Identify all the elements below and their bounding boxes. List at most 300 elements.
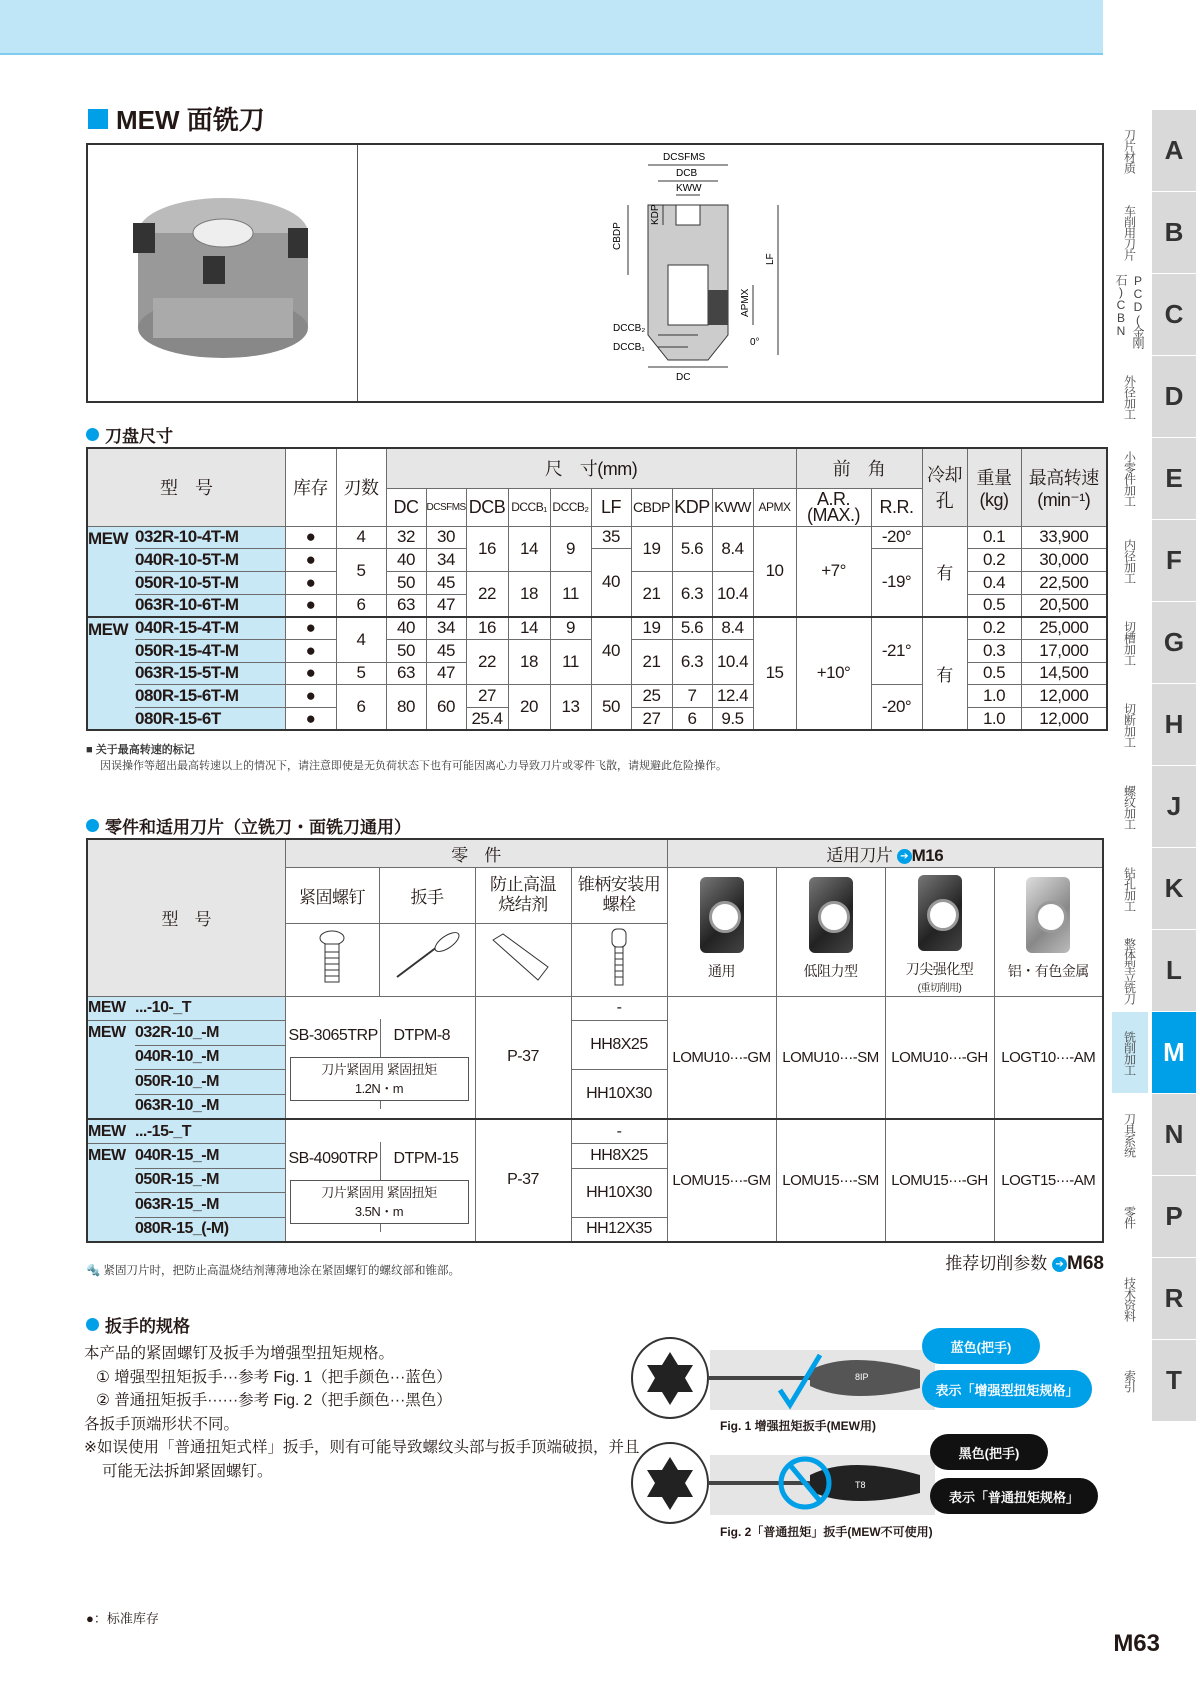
- table-cell: 17,000: [1021, 639, 1107, 662]
- tab-letter: L: [1152, 930, 1196, 1011]
- table-cell: ●: [285, 708, 336, 731]
- label-kdp: KDP: [650, 204, 661, 225]
- series-cell: [87, 1168, 135, 1193]
- arbor-bolt-value: HH10X30: [571, 1168, 667, 1217]
- tab-j[interactable]: [1112, 766, 1200, 847]
- model-code-cell: 032R-10_-M: [135, 1021, 285, 1046]
- body-dimensions-table: [86, 447, 1108, 731]
- table-cell: 16: [466, 526, 508, 571]
- tab-label: 切断加工: [1122, 702, 1137, 747]
- table-cell: 10: [753, 526, 796, 617]
- max-speed-note-text: 因误操作等超出最高转速以上的情况下，请注意即使是无负荷状态下也有可能因离心力导致刀片或零件飞散，请规避此危险操作。: [100, 760, 727, 772]
- table-cell: 12,000: [1021, 708, 1107, 731]
- torque-label: 刀片紧固用 紧固扭矩: [321, 1061, 437, 1077]
- page-number: M63: [1113, 1630, 1160, 1657]
- tab-letter: E: [1152, 438, 1196, 519]
- table-cell: +7°: [796, 526, 871, 617]
- table-cell: ●: [285, 639, 336, 662]
- label-dccb1: DCCB₁: [613, 342, 645, 353]
- tab-label: 刀片材质: [1122, 128, 1137, 173]
- title-square-icon: [88, 109, 108, 129]
- tab-label: 铣削加工: [1112, 1012, 1148, 1093]
- title-text: MEW 面铣刀: [116, 105, 265, 135]
- anti-seize-value: P-37: [475, 996, 571, 1119]
- table-cell: ●: [285, 571, 336, 594]
- tab-r[interactable]: [1112, 1258, 1200, 1339]
- table-cell: 30: [426, 526, 466, 549]
- arrow-icon: ➔: [1052, 1257, 1067, 1272]
- text-line: 本产品的紧固螺钉及扳手为增强型扭矩规格。: [84, 1345, 395, 1362]
- table-cell: 25.4: [466, 708, 508, 731]
- table-cell: 10.4: [712, 571, 753, 616]
- tab-letter: M: [1152, 1012, 1196, 1093]
- series-cell: [87, 1045, 135, 1070]
- label-lf: LF: [765, 253, 776, 265]
- table-cell: 21: [631, 571, 672, 616]
- table-cell: 4: [336, 526, 386, 549]
- arbor-bolt-value: HH12X35: [571, 1217, 667, 1242]
- inserts-page-link[interactable]: M16: [911, 845, 944, 865]
- ref-label: 推荐切削参数: [945, 1254, 1048, 1273]
- section-heading-parts: [86, 813, 411, 838]
- header-wrench: 扳手: [379, 867, 475, 923]
- insert-value: LOGT15···-AM: [994, 1119, 1103, 1242]
- table-cell: 22: [466, 639, 508, 684]
- tab-label: 切槽加工: [1122, 620, 1137, 665]
- tab-letter: K: [1152, 848, 1196, 929]
- table-cell: 50: [386, 571, 426, 594]
- insert-value: LOMU15···-SM: [776, 1119, 885, 1242]
- bubble-spec: 表示「增强型扭矩规格」: [922, 1370, 1092, 1408]
- table-cell: 40: [591, 617, 631, 685]
- tab-label: 外径加工: [1122, 374, 1137, 419]
- insert-type-label: 刀尖强化型: [905, 961, 974, 977]
- handle-mark: 8IP: [855, 1372, 869, 1382]
- fig2-standard-wrench: [630, 1428, 1110, 1543]
- table-cell: 有: [922, 617, 967, 730]
- header-dc: DC: [386, 488, 426, 526]
- table-row: [87, 1119, 1103, 1144]
- bubble-handle-color: 黑色(把手): [930, 1434, 1048, 1470]
- insert-type-low-resistance: [776, 867, 885, 996]
- tab-t[interactable]: [1112, 1340, 1200, 1421]
- table-cell: 20: [508, 685, 550, 730]
- table-cell: ●: [285, 685, 336, 708]
- tab-label: 索引: [1122, 1369, 1137, 1392]
- table-cell: 0.1: [967, 526, 1021, 549]
- table-cell: 12,000: [1021, 685, 1107, 708]
- header-clamp-screw: 紧固螺钉: [285, 867, 379, 923]
- table-cell: 5: [336, 662, 386, 685]
- table-cell: 14: [508, 526, 550, 571]
- table-cell: 22,500: [1021, 571, 1107, 594]
- tab-letter: J: [1152, 766, 1196, 847]
- table-cell: 60: [426, 685, 466, 730]
- table-cell: -20°: [871, 526, 922, 549]
- table-cell: 6: [672, 708, 712, 731]
- table-cell: 16: [466, 617, 508, 640]
- tab-k[interactable]: [1112, 848, 1200, 929]
- label-kww: KWW: [676, 183, 702, 194]
- model-code-cell: 040R-10_-M: [135, 1045, 285, 1070]
- label-cbdp: CBDP: [612, 222, 623, 250]
- label-dccb2: DCCB₂: [613, 323, 646, 334]
- table-cell: 34: [426, 549, 466, 572]
- model-code-cell: 032R-10-4T-M: [135, 526, 285, 549]
- tab-label: 钻孔加工: [1122, 866, 1137, 911]
- tab-label: 螺纹加工: [1122, 784, 1137, 829]
- header-anti-seize: 防止高温烧结剂: [475, 867, 571, 923]
- tab-letter: T: [1152, 1340, 1196, 1421]
- series-cell: MEW: [87, 1021, 135, 1046]
- table-cell: 18: [508, 639, 550, 684]
- table-cell: +10°: [796, 617, 871, 730]
- model-code-cell: 040R-15-4T-M: [135, 617, 285, 640]
- wrench-value: DTPM-8: [393, 1026, 451, 1044]
- chapter-index-tabs: [1112, 110, 1200, 1422]
- insert-type-tough-edge: [885, 867, 994, 996]
- model-code-cell: 050R-10_-M: [135, 1070, 285, 1095]
- table-cell: -19°: [871, 549, 922, 617]
- bubble-handle-color: 蓝色(把手): [922, 1328, 1040, 1364]
- header-stock: 库存: [285, 448, 336, 526]
- table-cell: 40: [591, 549, 631, 617]
- table-cell: 18: [508, 571, 550, 616]
- section-title: 刀盘尺寸: [105, 427, 173, 446]
- wrench-icon: [379, 923, 475, 996]
- table-cell: 21: [631, 639, 672, 684]
- header-cbdp: CBDP: [631, 488, 672, 526]
- tab-n[interactable]: [1112, 1094, 1200, 1175]
- tab-d[interactable]: [1112, 356, 1200, 437]
- table-row: [87, 526, 1107, 549]
- table-cell: 50: [591, 685, 631, 730]
- insert-type-aluminum: [994, 867, 1103, 996]
- label-dcsfms: DCSFMS: [663, 152, 706, 163]
- header-dccb1: DCCB₁: [508, 488, 550, 526]
- screw-wrench-group: [286, 1019, 475, 1109]
- table-cell: -21°: [871, 617, 922, 685]
- insert-image: [1026, 877, 1070, 953]
- arrow-icon: ➔: [897, 849, 912, 864]
- tab-g[interactable]: [1112, 602, 1200, 683]
- tab-letter: F: [1152, 520, 1196, 601]
- header-inserts: [667, 839, 1103, 867]
- table-cell: 35: [591, 526, 631, 549]
- table-cell: 30,000: [1021, 549, 1107, 572]
- series-cell: MEW: [87, 617, 135, 730]
- anti-seize-tube-icon: [475, 923, 571, 996]
- insert-value: LOMU10···-SM: [776, 996, 885, 1119]
- label-dc: DC: [676, 372, 691, 383]
- series-cell: [87, 1070, 135, 1095]
- tab-letter: G: [1152, 602, 1196, 683]
- clamp-screw-wrench-cell: [285, 996, 475, 1119]
- tab-l[interactable]: [1112, 930, 1200, 1011]
- top-banner: [0, 0, 1103, 55]
- header-dimensions: 尺 寸(mm): [386, 448, 796, 488]
- table-cell: 1.0: [967, 685, 1021, 708]
- table-cell: 1.0: [967, 708, 1021, 731]
- table-cell: ●: [285, 549, 336, 572]
- table-cell: 80: [386, 685, 426, 730]
- table-cell: 27: [466, 685, 508, 708]
- parts-inserts-table: [86, 838, 1104, 1243]
- fig1-caption: Fig. 1 增强扭矩扳手(MEW用): [720, 1419, 876, 1433]
- table-cell: 10.4: [712, 639, 753, 684]
- header-max-speed: 最高转速 (min⁻¹): [1021, 448, 1107, 526]
- section-heading-body-dimensions: [86, 422, 173, 447]
- table-cell: 47: [426, 594, 466, 617]
- series-cell: [87, 1217, 135, 1242]
- product-figure: [86, 143, 1104, 403]
- tab-letter: H: [1152, 684, 1196, 765]
- table-cell: 50: [386, 639, 426, 662]
- arbor-bolt-value: HH8X25: [571, 1021, 667, 1070]
- tab-f[interactable]: [1112, 520, 1200, 601]
- table-cell: 0.5: [967, 662, 1021, 685]
- table-cell: 11: [550, 571, 591, 616]
- table-cell: 33,900: [1021, 526, 1107, 549]
- table-row: [87, 996, 1103, 1021]
- table-cell: 25,000: [1021, 617, 1107, 640]
- page-title: [88, 100, 265, 137]
- table-cell: 40: [386, 617, 426, 640]
- header-arbor-bolt: 锥柄安装用螺栓: [571, 867, 667, 923]
- text-line: 各扳手顶端形状不同。: [84, 1415, 240, 1433]
- tab-letter: A: [1152, 110, 1196, 191]
- table-cell: 6: [336, 594, 386, 617]
- table-cell: 6.3: [672, 639, 712, 684]
- tab-label: 小零件加工: [1122, 451, 1137, 506]
- torque-value: 3.5N・m: [354, 1203, 404, 1219]
- table-cell: -20°: [871, 685, 922, 730]
- table-cell: 7: [672, 685, 712, 708]
- header-kww: KWW: [712, 488, 753, 526]
- table-cell: ●: [285, 526, 336, 549]
- table-cell: 19: [631, 526, 672, 571]
- tab-letter: C: [1152, 274, 1196, 355]
- text-line: ※如误使用「普通扭矩式样」扳手，则有可能导致螺纹头部与扳手顶端破损，并且: [84, 1439, 640, 1456]
- clamp-screw-value: SB-3065TRP: [288, 1026, 378, 1044]
- model-code-cell: 063R-10_-M: [135, 1094, 285, 1119]
- table-cell: 有: [922, 526, 967, 617]
- insert-type-label: 低阻力型: [803, 963, 858, 979]
- header-radial-rake: R.R.: [871, 488, 922, 526]
- model-code-cell: 080R-15-6T: [135, 708, 285, 731]
- table-cell: ●: [285, 662, 336, 685]
- bullet-icon: [86, 1318, 99, 1331]
- model-code-cell: 063R-10-6T-M: [135, 594, 285, 617]
- tab-label: PCD(金刚石)CBN: [1114, 274, 1145, 348]
- arbor-bolt-value: -: [571, 1119, 667, 1144]
- model-code-cell: 040R-15_-M: [135, 1144, 285, 1169]
- dimension-drawing: [358, 145, 1102, 401]
- screw-wrench-note-icon: 🔩: [86, 1265, 101, 1277]
- table-cell: 14,500: [1021, 662, 1107, 685]
- header-dcsfms: DCSFMS: [426, 488, 466, 526]
- text-line: 可能无法拆卸紧固螺钉。: [102, 1462, 273, 1480]
- wrench-spec-text: [84, 1342, 640, 1483]
- table-cell: 12.4: [712, 685, 753, 708]
- model-code-cell: 050R-15_-M: [135, 1168, 285, 1193]
- stock-legend: ●：标准库存: [86, 1611, 159, 1626]
- table-cell: 9: [550, 617, 591, 640]
- table-cell: 27: [631, 708, 672, 731]
- fig2-caption: Fig. 2「普通扭矩」扳手(MEW不可使用): [720, 1525, 933, 1539]
- tab-letter: B: [1152, 192, 1196, 273]
- header-dccb2: DCCB₂: [550, 488, 591, 526]
- header-apmx: APMX: [753, 488, 796, 526]
- anti-seize-value: P-37: [475, 1119, 571, 1242]
- bubble-spec: 表示「普通扭矩规格」: [930, 1478, 1098, 1514]
- insert-value: LOMU15···-GM: [667, 1119, 776, 1242]
- tab-h[interactable]: [1112, 684, 1200, 765]
- header-axial-rake: A.R. (MAX.): [796, 488, 871, 526]
- tab-c[interactable]: [1112, 274, 1200, 355]
- text-line: ② 普通扭矩扳手······参考 Fig. 2（把手颜色···黑色）: [96, 1392, 452, 1409]
- screw-wrench-group: [286, 1142, 475, 1232]
- table-cell: 25: [631, 685, 672, 708]
- insert-type-sublabel: (重切削用): [917, 983, 962, 994]
- header-lf: LF: [591, 488, 631, 526]
- tab-letter: N: [1152, 1094, 1196, 1175]
- series-cell: MEW: [87, 1144, 135, 1169]
- wrench-value: DTPM-15: [393, 1149, 459, 1167]
- model-code-cell: 080R-15_(-M): [135, 1217, 285, 1242]
- model-code-cell: 063R-15-5T-M: [135, 662, 285, 685]
- tab-m[interactable]: [1112, 1012, 1200, 1093]
- header-kdp: KDP: [672, 488, 712, 526]
- table-cell: 0.3: [967, 639, 1021, 662]
- tab-letter: D: [1152, 356, 1196, 437]
- tab-a[interactable]: [1112, 110, 1200, 191]
- tab-label: 零件: [1122, 1205, 1137, 1228]
- torque-value: 1.2N・m: [354, 1080, 404, 1096]
- table-cell: ●: [285, 617, 336, 640]
- table-cell: 0.2: [967, 549, 1021, 572]
- handle-mark: T8: [855, 1480, 866, 1490]
- table-cell: 6: [336, 685, 386, 730]
- table-cell: 0.2: [967, 617, 1021, 640]
- insert-value: LOGT10···-AM: [994, 996, 1103, 1119]
- model-code-cell: 063R-15_-M: [135, 1193, 285, 1218]
- insert-value: LOMU10···-GH: [885, 996, 994, 1119]
- section-heading-wrench: [86, 1312, 190, 1337]
- arbor-bolt-value: HH8X25: [571, 1144, 667, 1169]
- ref-page: M68: [1067, 1253, 1104, 1274]
- table-cell: 63: [386, 594, 426, 617]
- insert-image: [918, 875, 962, 951]
- clamp-screw-wrench-cell: [285, 1119, 475, 1242]
- insert-type-label: 通用: [708, 963, 735, 979]
- tab-p[interactable]: [1112, 1176, 1200, 1257]
- model-code-cell: 040R-10-5T-M: [135, 549, 285, 572]
- clamp-screw-icon: [285, 923, 379, 996]
- insert-value: LOMU10···-GM: [667, 996, 776, 1119]
- torque-label: 刀片紧固用 紧固扭矩: [321, 1184, 437, 1200]
- inserts-label: 适用刀片: [826, 845, 893, 865]
- table-cell: 9.5: [712, 708, 753, 731]
- header-rake: 前 角: [796, 448, 922, 488]
- table-cell: 5.6: [672, 617, 712, 640]
- tab-b[interactable]: [1112, 192, 1200, 273]
- tab-letter: P: [1152, 1176, 1196, 1257]
- table-cell: 4: [336, 617, 386, 662]
- arbor-bolt-value: -: [571, 996, 667, 1021]
- clamp-screw-value: SB-4090TRP: [288, 1149, 378, 1167]
- series-cell: MEW: [87, 526, 135, 617]
- table-cell: 20,500: [1021, 594, 1107, 617]
- table-cell: 34: [426, 617, 466, 640]
- series-cell: [87, 1094, 135, 1119]
- model-code-cell: ...-10-_T: [135, 996, 285, 1021]
- table-cell: 63: [386, 662, 426, 685]
- table-cell: 13: [550, 685, 591, 730]
- tab-label: 技术资料: [1122, 1276, 1137, 1321]
- table-cell: 5.6: [672, 526, 712, 571]
- table-cell: ●: [285, 594, 336, 617]
- insert-value: LOMU15···-GH: [885, 1119, 994, 1242]
- table-cell: 45: [426, 639, 466, 662]
- table-cell: 32: [386, 526, 426, 549]
- tab-letter: R: [1152, 1258, 1196, 1339]
- cutting-params-link[interactable]: [945, 1249, 1104, 1275]
- table-cell: 9: [550, 526, 591, 571]
- footnote-text: 紧固刀片时，把防止高温烧结剂薄薄地涂在紧固螺钉的螺纹部和锥部。: [103, 1265, 461, 1277]
- max-speed-note-title: ■ 关于最高转速的标记: [86, 744, 195, 756]
- table-cell: 45: [426, 571, 466, 594]
- torque-box: [290, 1057, 469, 1101]
- tab-label: 内径加工: [1122, 538, 1137, 583]
- header-parts: 零 件: [285, 839, 667, 867]
- insert-type-label: 铝・有色金属: [1007, 963, 1089, 979]
- series-cell: MEW: [87, 996, 135, 1021]
- bullet-icon: [86, 819, 99, 832]
- table-cell: 11: [550, 639, 591, 684]
- label-apmx: APMX: [740, 288, 751, 317]
- tab-label: 整体型立铣刀: [1122, 937, 1137, 1004]
- model-code-cell: ...-15-_T: [135, 1119, 285, 1144]
- label-dcb: DCB: [676, 168, 698, 179]
- table-cell: 8.4: [712, 617, 753, 640]
- series-cell: [87, 1193, 135, 1218]
- tab-e[interactable]: [1112, 438, 1200, 519]
- section-title: 零件和适用刀片（立铣刀・面铣刀通用）: [105, 818, 411, 837]
- model-code-cell: 050R-15-4T-M: [135, 639, 285, 662]
- insert-image: [700, 877, 744, 953]
- table-row: [87, 617, 1107, 640]
- fig1-torque-wrench: [630, 1325, 1110, 1435]
- table-cell: 19: [631, 617, 672, 640]
- table-cell: 40: [386, 549, 426, 572]
- header-dcb: DCB: [466, 488, 508, 526]
- insert-image: [809, 877, 853, 953]
- text-line: ① 增强型扭矩扳手···参考 Fig. 1（把手颜色···蓝色）: [96, 1368, 452, 1386]
- anti-seize-footnote: [86, 1262, 460, 1278]
- header-model: 型 号: [87, 448, 285, 526]
- table-cell: 47: [426, 662, 466, 685]
- tab-label: 刀具系统: [1122, 1112, 1137, 1157]
- tab-label: 车削用刀片: [1122, 205, 1137, 260]
- table-cell: 14: [508, 617, 550, 640]
- table-cell: 8.4: [712, 526, 753, 571]
- header-coolant: 冷却孔: [922, 448, 967, 526]
- model-code-cell: 050R-10-5T-M: [135, 571, 285, 594]
- header-weight: 重量 (kg): [967, 448, 1021, 526]
- table-cell: 15: [753, 617, 796, 730]
- cutter-photo: [88, 145, 358, 401]
